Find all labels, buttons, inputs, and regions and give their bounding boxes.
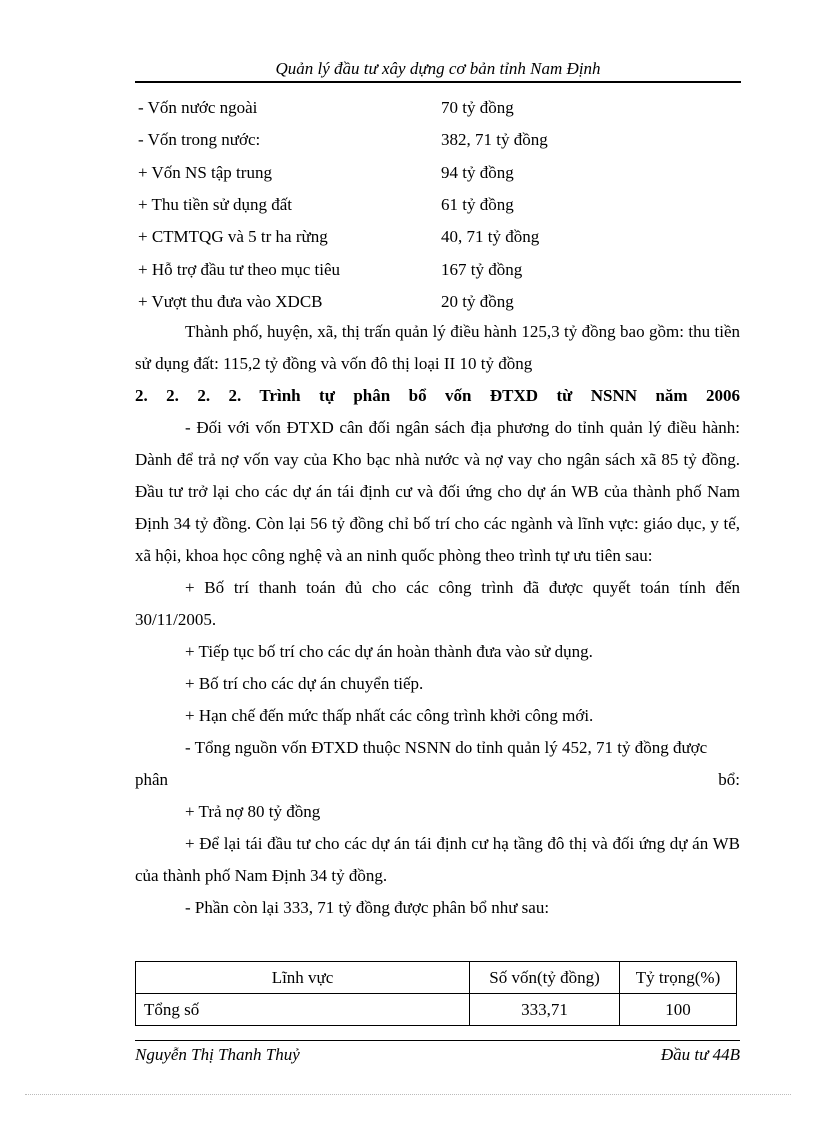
- fund-value: 94 tỷ đồng: [441, 162, 514, 182]
- table-header: Lĩnh vực: [136, 962, 470, 994]
- fund-value: 70 tỷ đồng: [441, 98, 514, 118]
- fund-label: + Thu tiền sử dụng đất: [138, 195, 293, 215]
- paragraph-continuation: [135, 764, 740, 796]
- table-header-row: [136, 962, 737, 994]
- footer-class: Đầu tư 44B: [660, 1045, 740, 1064]
- paragraph: + Để lại tái đầu tư cho các dự án tái định cư hạ tầng đô thị và đối ứng dự án WB của thành phố Nam Định 34 tỷ đồng.: [135, 834, 740, 885]
- page-header: [135, 58, 741, 83]
- paragraph: + Bố trí thanh toán đủ cho các công trình đã được quyết toán tính đến 30/11/2005.: [135, 578, 740, 629]
- fund-value: 61 tỷ đồng: [441, 195, 514, 215]
- footer-author: Nguyễn Thị Thanh Thuỷ: [135, 1045, 300, 1064]
- fund-row: [138, 92, 738, 124]
- paragraph: + Hạn chế đến mức thấp nhất các công trình khởi công mới.: [185, 706, 594, 725]
- continuation-right: bổ:: [718, 770, 740, 789]
- fund-label: - Vốn nước ngoài: [138, 98, 258, 118]
- fund-label: + CTMTQG và 5 tr ha rừng: [138, 227, 328, 247]
- fund-row: [138, 253, 738, 285]
- fund-value: 20 tỷ đồng: [441, 291, 514, 311]
- funds-list: [138, 92, 738, 318]
- fund-value: 40, 71 tỷ đồng: [441, 227, 540, 247]
- section-heading: 2. 2. 2. 2. Trình tự phân bổ vốn ĐTXD từ NSNN năm 2006: [135, 386, 740, 405]
- allocation-table: [135, 961, 737, 1026]
- fund-label: + Hỗ trợ đầu tư theo mục tiêu: [138, 259, 340, 279]
- table-cell: 333,71: [470, 994, 620, 1026]
- fund-label: + Vốn NS tập trung: [138, 162, 272, 182]
- fund-row: [138, 189, 738, 221]
- table-row: [136, 994, 737, 1026]
- fund-label: + Vượt thu đưa vào XDCB: [138, 291, 323, 311]
- paragraph: - Đối với vốn ĐTXD cân đối ngân sách địa phương do tỉnh quản lý điều hành: Dành để trả nợ vốn vay của Kho bạc nhà nước và nợ vay cho ngân sách xã 85 tỷ đồng. Đầu tư trở lại cho các dự án tái định cư và đối ứng cho dự án WB của thành phố Nam Định 34 tỷ đồng. Còn lại 56 tỷ đồng chỉ bố trí cho các ngành và lĩnh vực: giáo dục, y tế, xã hội, khoa học công nghệ và an ninh quốc phòng theo trình tự ưu tiên sau:: [135, 418, 740, 565]
- page-footer: [135, 1040, 740, 1065]
- fund-row: [138, 221, 738, 253]
- fund-row: [138, 124, 738, 156]
- fund-value: 167 tỷ đồng: [441, 259, 523, 279]
- header-title: Quản lý đầu tư xây dựng cơ bản tỉnh Nam Định: [275, 59, 601, 78]
- body-text: [135, 316, 740, 924]
- table-cell: Tổng số: [136, 994, 470, 1026]
- continuation-left: phân: [135, 770, 169, 789]
- fund-row: [138, 286, 738, 318]
- fund-row: [138, 157, 738, 189]
- paragraph: - Phần còn lại 333, 71 tỷ đồng được phân bổ như sau:: [185, 898, 550, 917]
- paragraph: + Bố trí cho các dự án chuyển tiếp.: [185, 674, 424, 693]
- fund-label: - Vốn trong nước:: [138, 130, 261, 150]
- table-header: Tỷ trọng(%): [620, 962, 737, 994]
- paragraph: + Tiếp tục bố trí cho các dự án hoàn thành đưa vào sử dụng.: [185, 642, 593, 661]
- page-edge-divider: [25, 1094, 791, 1095]
- table-cell: 100: [620, 994, 737, 1026]
- paragraph: Thành phố, huyện, xã, thị trấn quản lý điều hành 125,3 tỷ đồng bao gồm: thu tiền sử dụng đất: 115,2 tỷ đồng và vốn đô thị loại II 10 tỷ đồng: [135, 322, 740, 373]
- paragraph: + Trả nợ 80 tỷ đồng: [185, 802, 321, 821]
- fund-value: 382, 71 tỷ đồng: [441, 130, 548, 150]
- table-header: Số vốn(tỷ đồng): [470, 962, 620, 994]
- paragraph: - Tổng nguồn vốn ĐTXD thuộc NSNN do tỉnh quản lý 452, 71 tỷ đồng được: [185, 738, 708, 757]
